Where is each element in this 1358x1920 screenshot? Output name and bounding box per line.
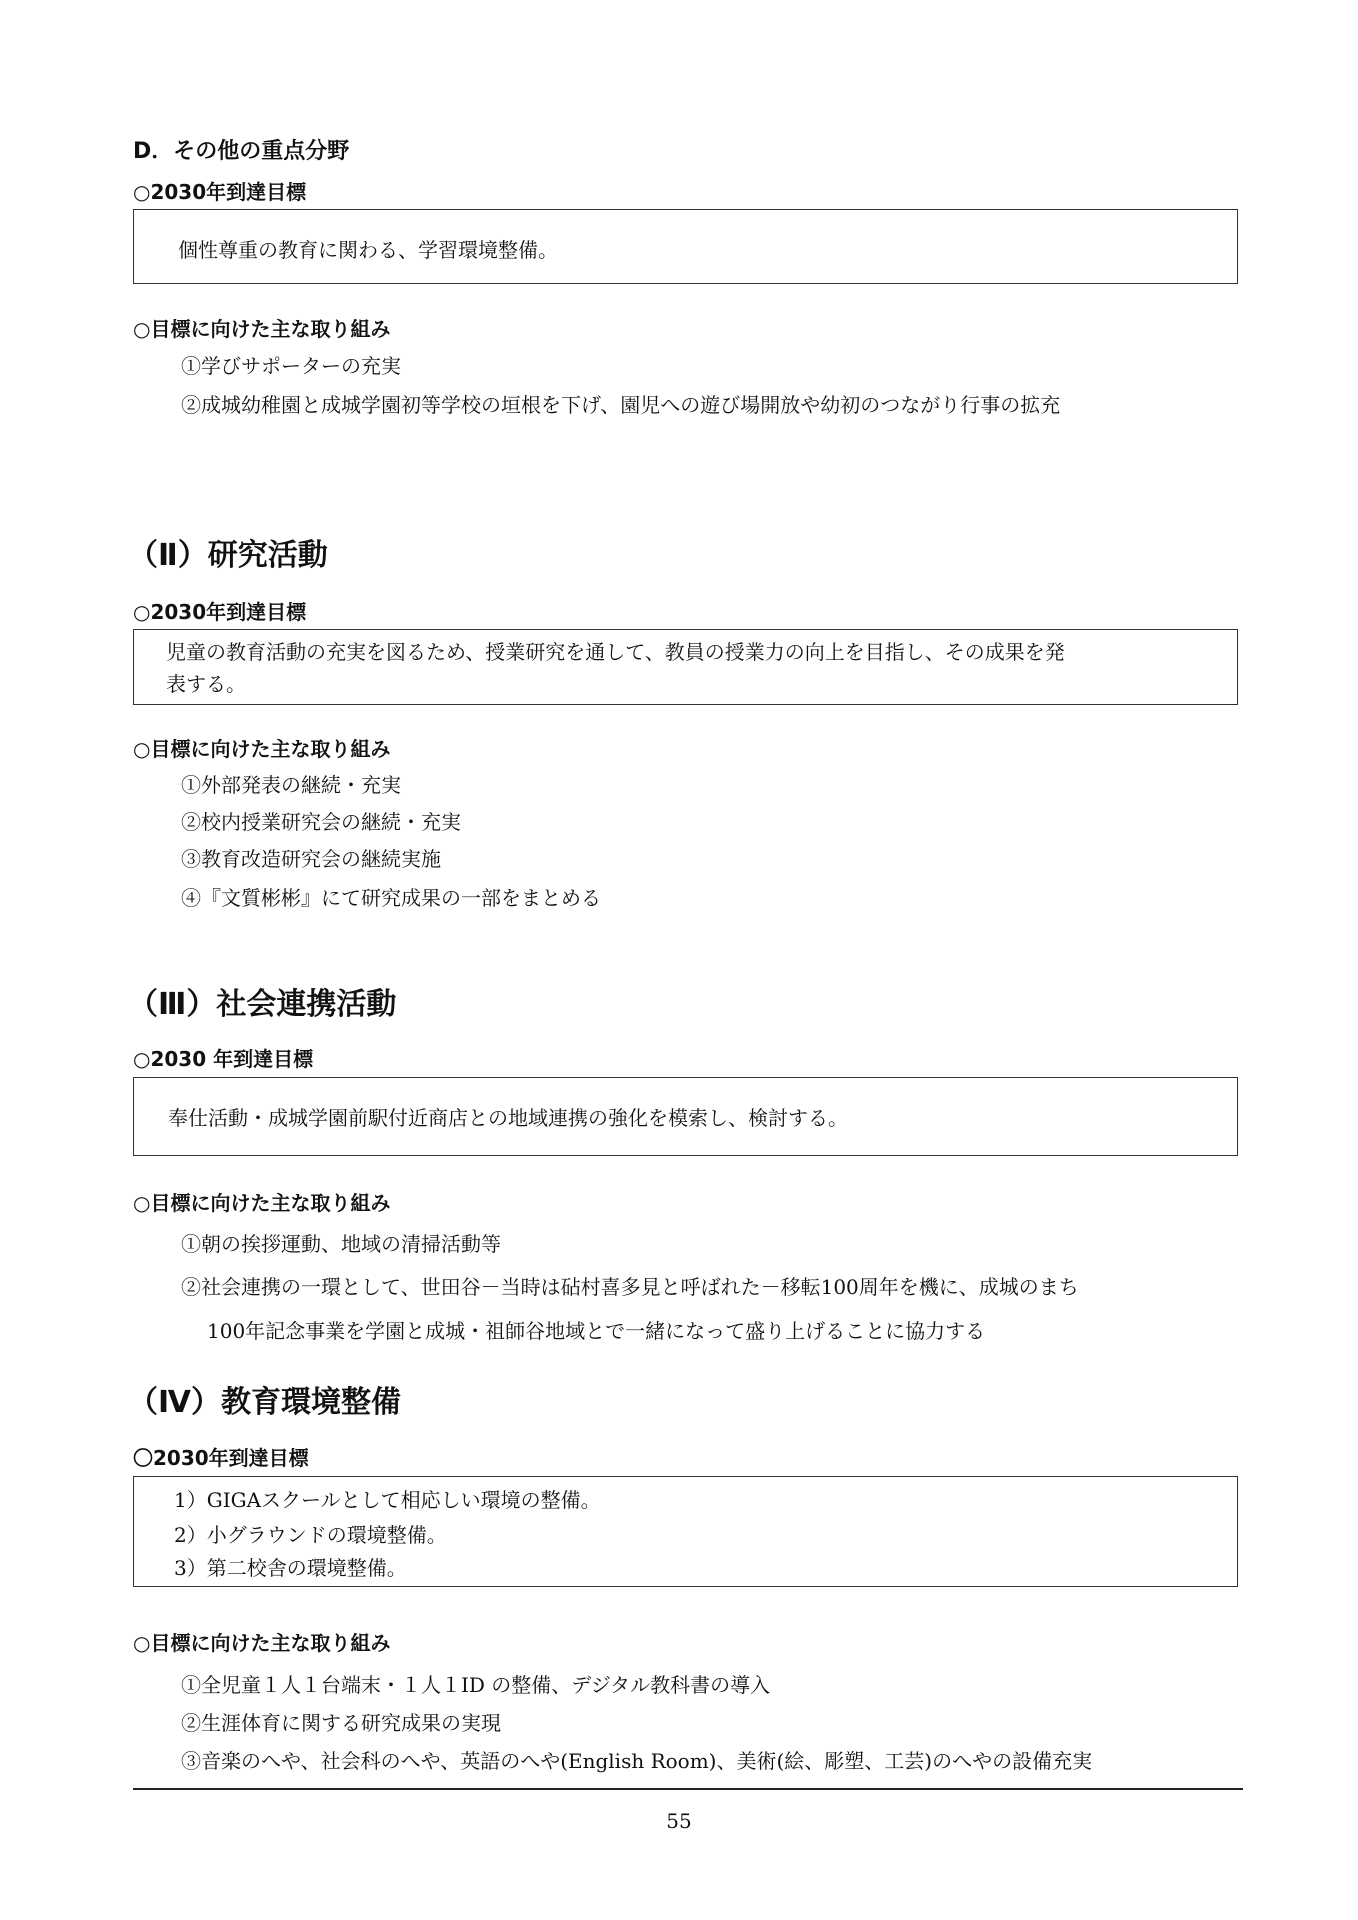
section-ii-goal-line-1: 児童の教育活動の充実を図るため、授業研究を通して、教員の授業力の向上を目指し、その成果を発 xyxy=(166,640,1065,664)
section-iv-heading: （Ⅳ）教育環境整備 xyxy=(128,1385,401,1420)
section-iv-goal-line-1: 1）GIGAスクールとして相応しい環境の整備。 xyxy=(174,1488,601,1512)
section-ii-effort-1: ①外部発表の継続・充実 xyxy=(181,773,401,797)
section-d-effort-1: ①学びサポーターの充実 xyxy=(181,354,401,378)
section-d-heading: D．その他の重点分野 xyxy=(133,139,350,164)
section-iv-goal-line-3: 3）第二校舎の環境整備。 xyxy=(174,1556,407,1580)
section-iv-goal-line-2: 2）小グラウンドの環境整備。 xyxy=(174,1523,447,1547)
section-d-goal-box xyxy=(133,209,1238,284)
section-iii-goal-text: 奉仕活動・成城学園前駅付近商店との地域連携の強化を模索し、検討する。 xyxy=(168,1106,848,1130)
section-ii-goal-label: ○2030年到達目標 xyxy=(133,600,307,624)
section-ii-goal-line-2: 表する。 xyxy=(166,672,246,696)
section-ii-effort-2: ②校内授業研究会の継続・充実 xyxy=(181,810,461,834)
section-ii-effort-3: ③教育改造研究会の継続実施 xyxy=(181,847,441,871)
footer-rule xyxy=(133,1788,1243,1790)
section-d-goal-label: ○2030年到達目標 xyxy=(133,180,307,204)
section-iii-heading: （Ⅲ）社会連携活動 xyxy=(128,987,397,1022)
section-iii-effort-2-continued: 100年記念事業を学園と成城・祖師谷地域とで一緒になって盛り上げることに協力する xyxy=(207,1319,986,1343)
section-iv-goal-box xyxy=(133,1476,1238,1587)
section-iv-effort-1: ①全児童１人１台端末・１人１ID の整備、デジタル教科書の導入 xyxy=(181,1673,771,1697)
section-iv-effort-3: ③音楽のへや、社会科のへや、英語のへや(English Room)、美術(絵、彫塑、工芸)のへやの設備充実 xyxy=(181,1749,1093,1773)
section-iii-goal-box xyxy=(133,1077,1238,1156)
section-d-effort-2: ②成城幼稚園と成城学園初等学校の垣根を下げ、園児への遊び場開放や幼初のつながり行事の拡充 xyxy=(181,393,1061,417)
section-ii-efforts-label: ○目標に向けた主な取り組み xyxy=(133,737,391,761)
page-number: 55 xyxy=(666,1809,692,1833)
section-d-goal-text: 個性尊重の教育に関わる、学習環境整備。 xyxy=(178,238,558,262)
section-iv-goal-label: 〇2030年到達目標 xyxy=(133,1446,309,1470)
section-iv-effort-2: ②生涯体育に関する研究成果の実現 xyxy=(181,1711,501,1735)
section-ii-heading: （Ⅱ）研究活動 xyxy=(128,538,328,573)
section-iii-goal-label: ○2030 年到達目標 xyxy=(133,1047,314,1071)
section-iii-effort-2: ②社会連携の一環として、世田谷－当時は砧村喜多見と呼ばれた－移転100周年を機に、成城のまち xyxy=(181,1275,1079,1299)
section-d-efforts-label: ○目標に向けた主な取り組み xyxy=(133,317,391,341)
section-ii-goal-box xyxy=(133,629,1238,705)
section-ii-effort-4: ④『文質彬彬』にて研究成果の一部をまとめる xyxy=(181,886,601,910)
section-iii-efforts-label: ○目標に向けた主な取り組み xyxy=(133,1191,391,1215)
section-iv-efforts-label: ○目標に向けた主な取り組み xyxy=(133,1631,391,1655)
section-iii-effort-1: ①朝の挨拶運動、地域の清掃活動等 xyxy=(181,1232,501,1256)
